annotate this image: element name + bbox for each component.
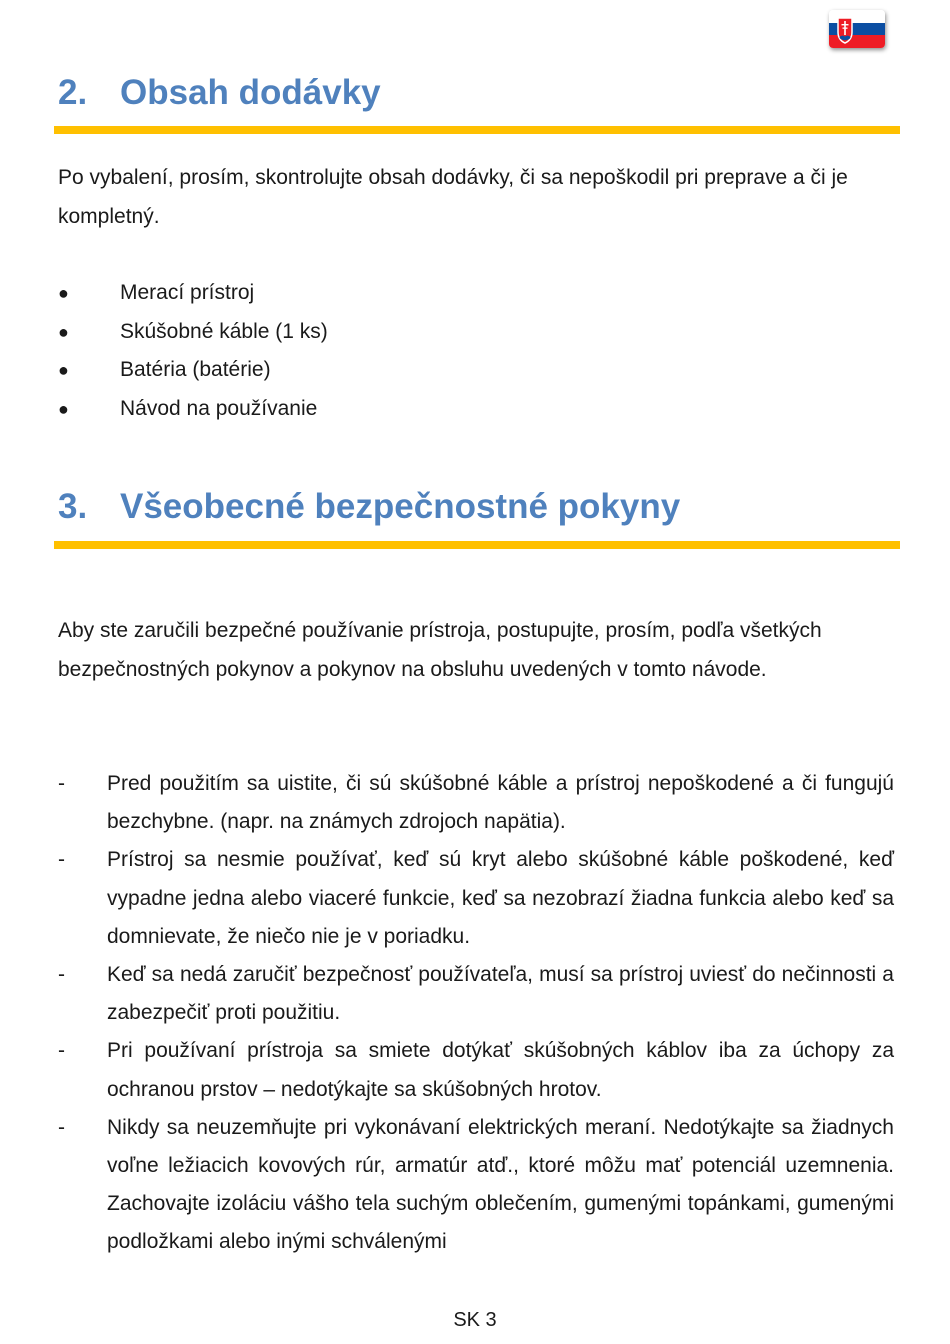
- bullet-icon: ●: [58, 398, 69, 419]
- page-number: SK 3: [453, 1309, 497, 1331]
- list-item: [58, 390, 328, 429]
- list-item-text: Nikdy sa neuzemňujte pri vykonávaní elektrických meraní. Nedotýkajte sa žiadnych voľne ležiacich kovových rúr, armatúr atď., ktoré môžu mať potenciál uzemnenia. Zachovajte izoláciu vášho tela suchým oblečením, gumenými topánkami, gumenými podložkami alebo inými schválenými: [107, 1115, 894, 1254]
- list-item-text: Pred použitím sa uistite, či sú skúšobné káble a prístroj nepoškodené a či fungujú bezchybne. (napr. na známych zdrojoch napätia).: [107, 772, 894, 834]
- section-2-heading: [58, 73, 381, 113]
- list-item: [58, 1109, 894, 1262]
- list-item: [58, 351, 328, 390]
- list-item: [58, 765, 894, 841]
- section-3-number: 3.: [58, 487, 88, 526]
- list-item-text: Návod na používanie: [120, 396, 318, 420]
- list-item-text: Skúšobné káble (1 ks): [120, 319, 328, 343]
- section-2-intro: Po vybalení, prosím, skontrolujte obsah dodávky, či sa nepoškodil pri preprave a či je kompletný.: [58, 166, 848, 228]
- list-item: [58, 956, 894, 1032]
- list-item: [58, 313, 328, 352]
- safety-instructions-list: [58, 765, 894, 1262]
- slovak-flag-icon: [829, 10, 885, 48]
- section-3-heading: [58, 487, 680, 527]
- list-item-text: Prístroj sa nesmie používať, keď sú kryt alebo skúšobné káble poškodené, keď vypadne jedna alebo viaceré funkcie, keď sa nezobrazí žiadna funkcia alebo keď sa domnievate, že niečo nie je v poriadku.: [107, 848, 894, 948]
- list-item: [58, 1032, 894, 1108]
- dash-marker: -: [58, 1115, 65, 1139]
- list-item: [58, 274, 328, 313]
- section-2-number: 2.: [58, 73, 88, 112]
- dash-marker: -: [58, 848, 65, 872]
- section-2-rule: [54, 126, 900, 134]
- list-item: [58, 841, 894, 956]
- delivery-contents-list: [58, 274, 328, 428]
- bullet-icon: ●: [58, 283, 69, 303]
- bullet-icon: ●: [58, 360, 69, 380]
- list-item-text: Keď sa nedá zaručiť bezpečnosť používateľa, musí sa prístroj uviesť do nečinnosti a zabezpečiť proti použitiu.: [107, 963, 894, 1025]
- bullet-icon: ●: [58, 321, 69, 342]
- list-item-text: Pri používaní prístroja sa smiete dotýkať skúšobných káblov iba za úchopy za ochranou prstov – nedotýkajte sa skúšobných hrotov.: [107, 1039, 894, 1101]
- dash-marker: -: [58, 963, 65, 987]
- dash-marker: -: [58, 772, 65, 795]
- section-3-intro: Aby ste zaručili bezpečné používanie prístroja, postupujte, prosím, podľa všetkých bezpečnostných pokynov a pokynov na obsluhu uvedených v tomto návode.: [58, 619, 822, 681]
- dash-marker: -: [58, 1039, 65, 1063]
- section-2-title: Obsah dodávky: [120, 73, 381, 112]
- section-3-title: Všeobecné bezpečnostné pokyny: [120, 487, 681, 526]
- section-3-rule: [54, 541, 900, 549]
- list-item-text: Merací prístroj: [120, 281, 255, 304]
- list-item-text: Batéria (batérie): [120, 358, 271, 381]
